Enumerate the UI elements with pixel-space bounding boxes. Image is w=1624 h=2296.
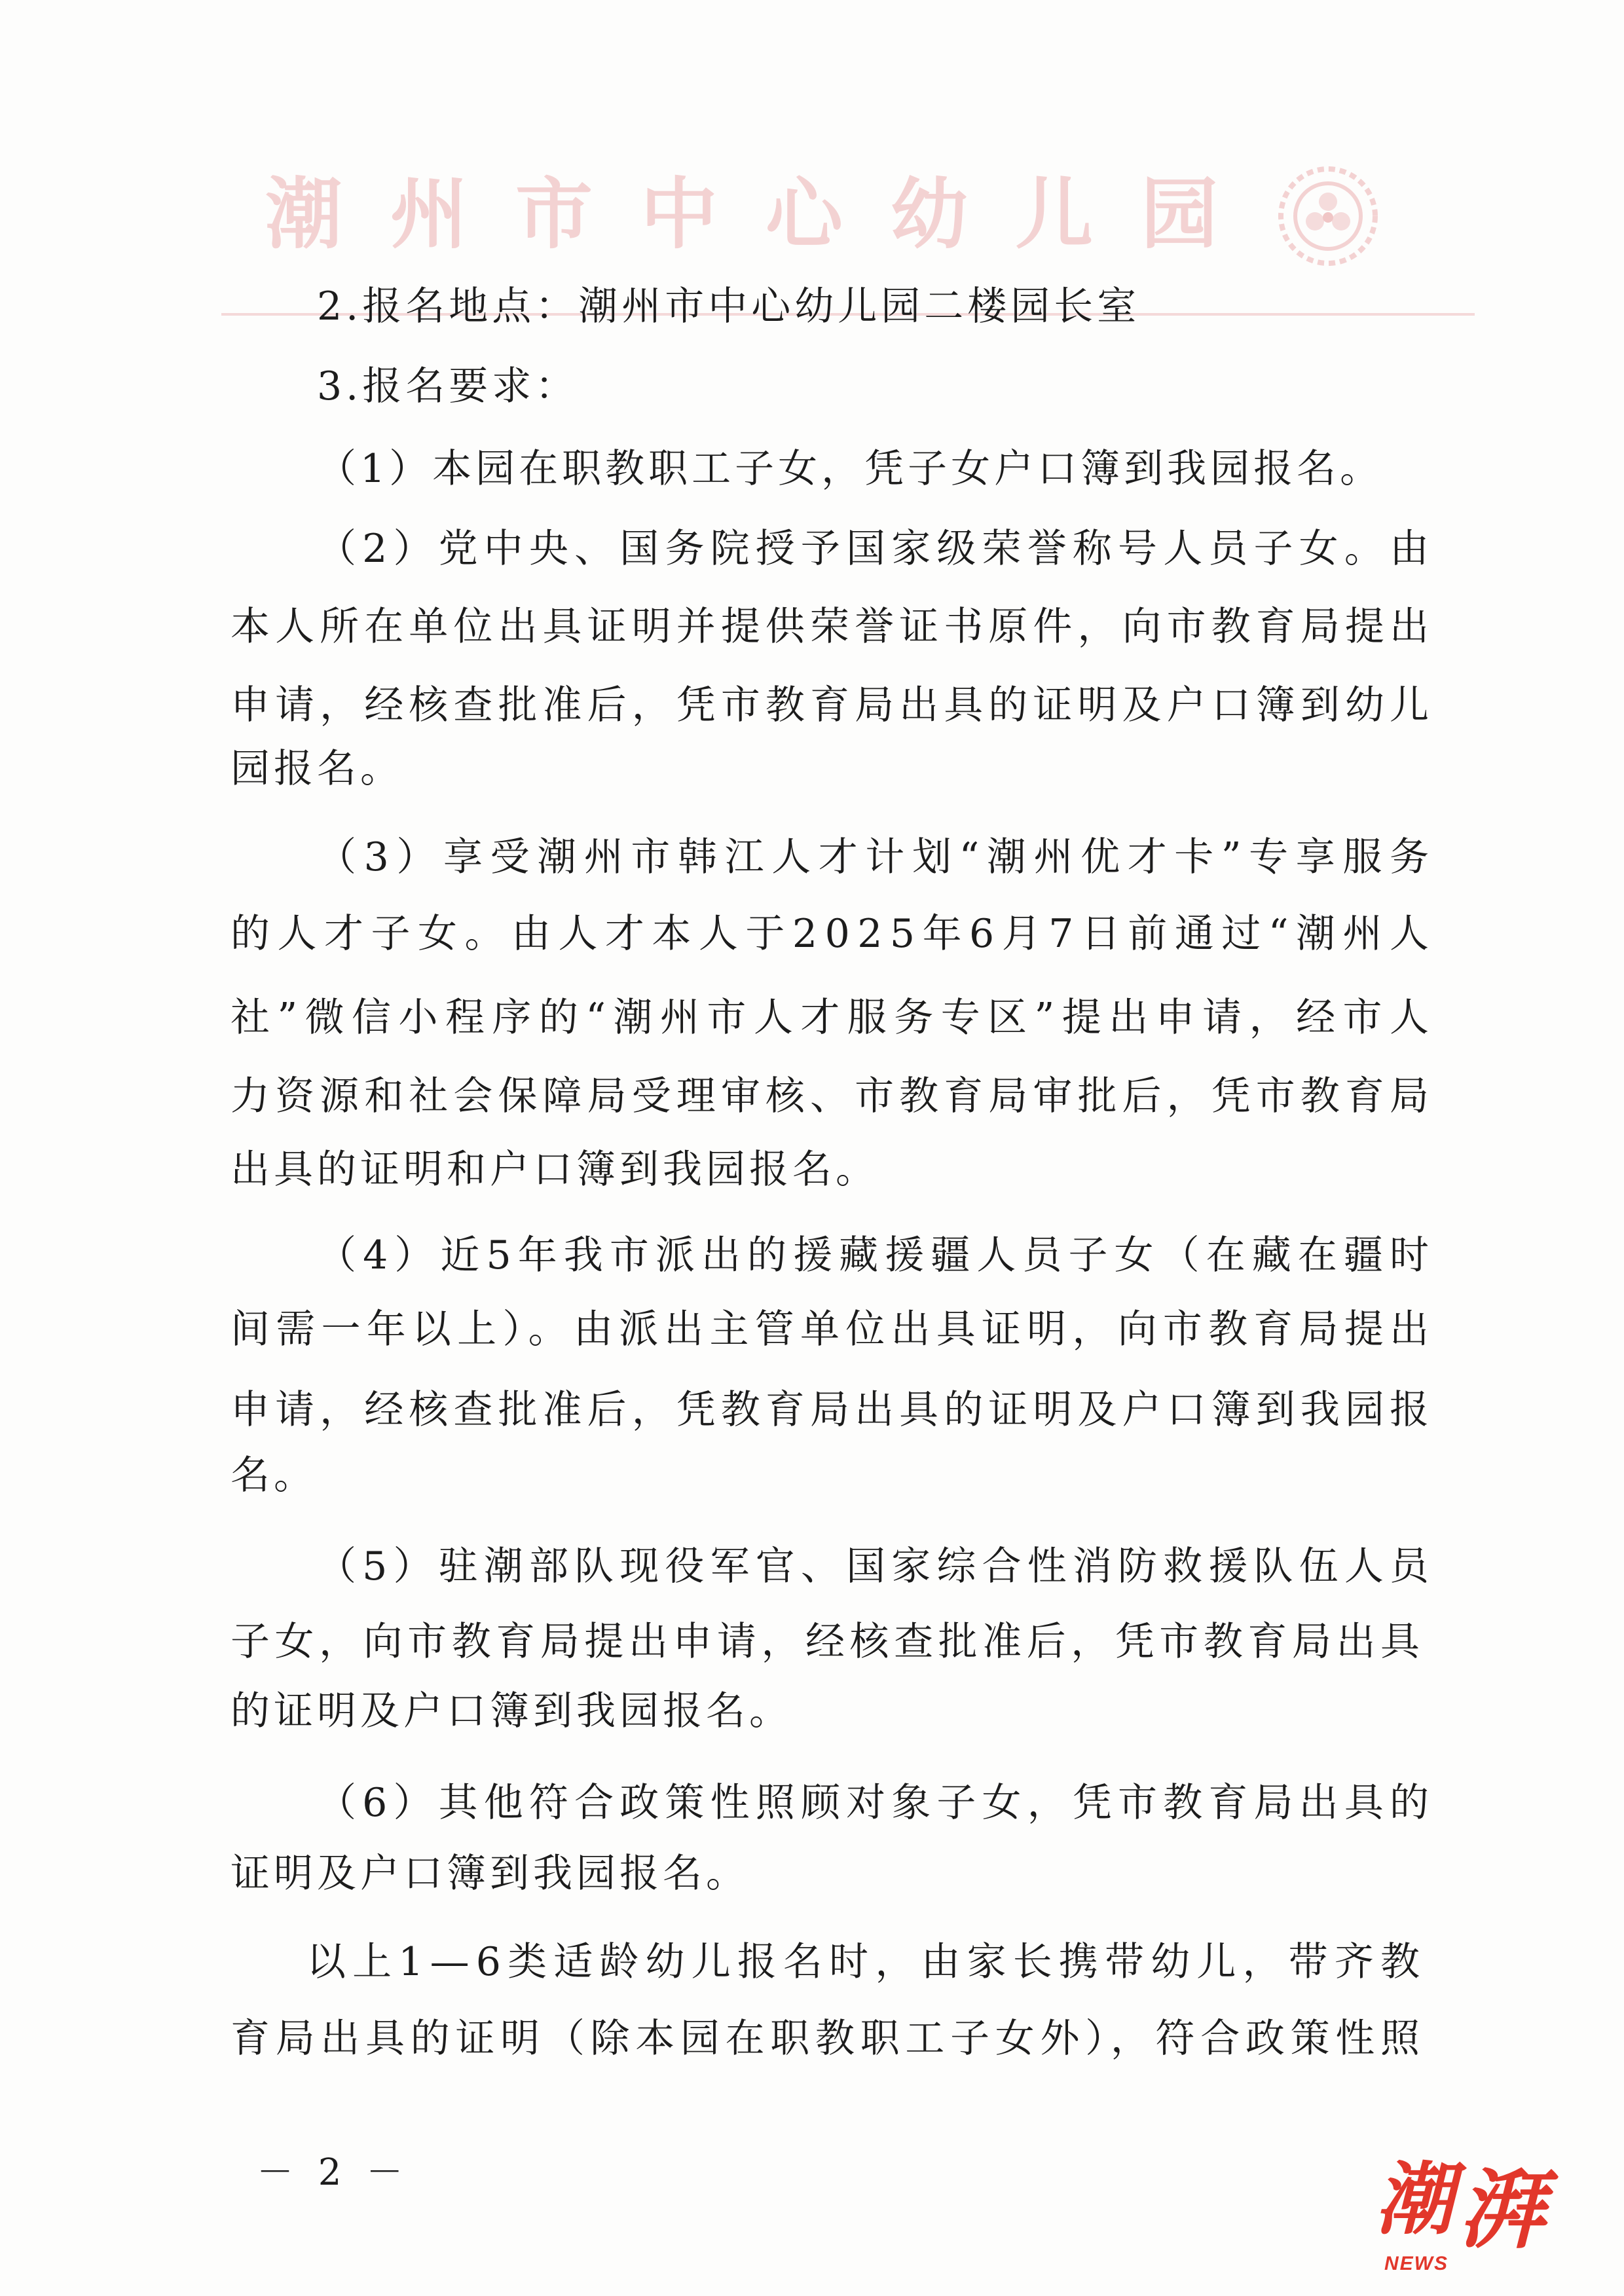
registration-location xyxy=(317,286,1429,327)
paragraph-line xyxy=(231,748,1429,790)
text-line: （2）党中央、国务院授予国家级荣誉称号人员子女。由 xyxy=(317,526,1435,572)
text-line: 2.报名地点：潮州市中心幼儿园二楼园长室 xyxy=(317,284,1141,329)
text-line: 间需一年以上）。由派出主管单位出具证明，向市教育局提出 xyxy=(231,1306,1435,1352)
text-line: 出具的证明和户口簿到我园报名。 xyxy=(231,1147,879,1193)
text-line: （3）享受潮州市韩江人才计划“潮州优才卡”专享服务 xyxy=(317,834,1437,880)
brand-logo-sub: NEWS xyxy=(1384,2253,1449,2274)
kindergarten-emblem-icon xyxy=(1276,164,1380,268)
text-line: 3.报名要求： xyxy=(317,363,579,409)
text-line: 社”微信小程序的“潮州市人才服务专区”提出申请，经市人 xyxy=(231,995,1437,1041)
paragraph-line xyxy=(231,1073,1435,1119)
text-line: 名。 xyxy=(231,1453,317,1498)
page-number: － 2 － xyxy=(257,2151,410,2194)
brand-logo xyxy=(1375,2155,1552,2286)
paragraph-line xyxy=(317,1232,1436,1278)
paragraph-line xyxy=(231,1454,1429,1496)
text-line: （5）驻潮部队现役军官、国家综合性消防救援队伍人员 xyxy=(317,1544,1435,1589)
text-line: 本人所在单位出具证明并提供荣誉证书原件，向市教育局提出 xyxy=(231,604,1435,650)
text-line: 申请，经核查批准后，凭教育局出具的证明及户口簿到我园报 xyxy=(231,1387,1435,1433)
text-line: 育局出具的证明（除本园在职教职工子女外），符合政策性照 xyxy=(231,2016,1426,2062)
text-line: （4）近5年我市派出的援藏援疆人员子女（在藏在疆时 xyxy=(317,1232,1436,1278)
text-line: 申请，经核查批准后，凭市教育局出具的证明及户口簿到幼儿 xyxy=(231,682,1435,728)
paragraph-line xyxy=(231,1306,1435,1352)
paragraph-line xyxy=(231,2016,1426,2062)
paragraph-line xyxy=(231,604,1435,650)
paragraph-line xyxy=(231,911,1437,957)
brand-logo-char: 潮 xyxy=(1375,2155,1454,2246)
paragraph-line xyxy=(317,1544,1435,1589)
text-line: 的人才子女。由人才本人于2025年6月7日前通过“潮州人 xyxy=(231,911,1437,957)
paragraph-line xyxy=(317,448,1429,490)
paragraph-line xyxy=(231,1853,1429,1895)
paragraph-line xyxy=(231,1619,1425,1665)
paragraph-line xyxy=(317,834,1437,880)
text-line: 力资源和社会保障局受理审核、市教育局审批后，凭市教育局 xyxy=(231,1073,1435,1119)
paragraph-line xyxy=(231,682,1435,728)
paragraph-line xyxy=(306,1939,1427,1985)
text-line: 以上1—6类适龄幼儿报名时，由家长携带幼儿，带齐教 xyxy=(306,1939,1427,1985)
paragraph-line xyxy=(317,1780,1435,1826)
requirements-heading xyxy=(317,365,1429,407)
text-line: （6）其他符合政策性照顾对象子女，凭市教育局出具的 xyxy=(317,1780,1435,1826)
paragraph-line xyxy=(231,995,1437,1041)
letterhead-org-name: 潮州市中心幼儿园 xyxy=(265,168,1266,259)
paragraph-line xyxy=(231,1387,1435,1433)
text-line: 园报名。 xyxy=(231,746,403,792)
text-line: （1）本园在职教职工子女，凭子女户口簿到我园报名。 xyxy=(317,446,1384,492)
text-line: 的证明及户口簿到我园报名。 xyxy=(231,1688,792,1734)
brand-logo-char: 湃 xyxy=(1459,2160,1545,2260)
paragraph-line xyxy=(231,1149,1429,1191)
text-line: 证明及户口簿到我园报名。 xyxy=(231,1851,749,1897)
paragraph-line xyxy=(231,1690,1429,1732)
paragraph-line xyxy=(317,526,1435,572)
text-line: 子女，向市教育局提出申请，经核查批准后，凭市教育局出具 xyxy=(231,1619,1425,1665)
